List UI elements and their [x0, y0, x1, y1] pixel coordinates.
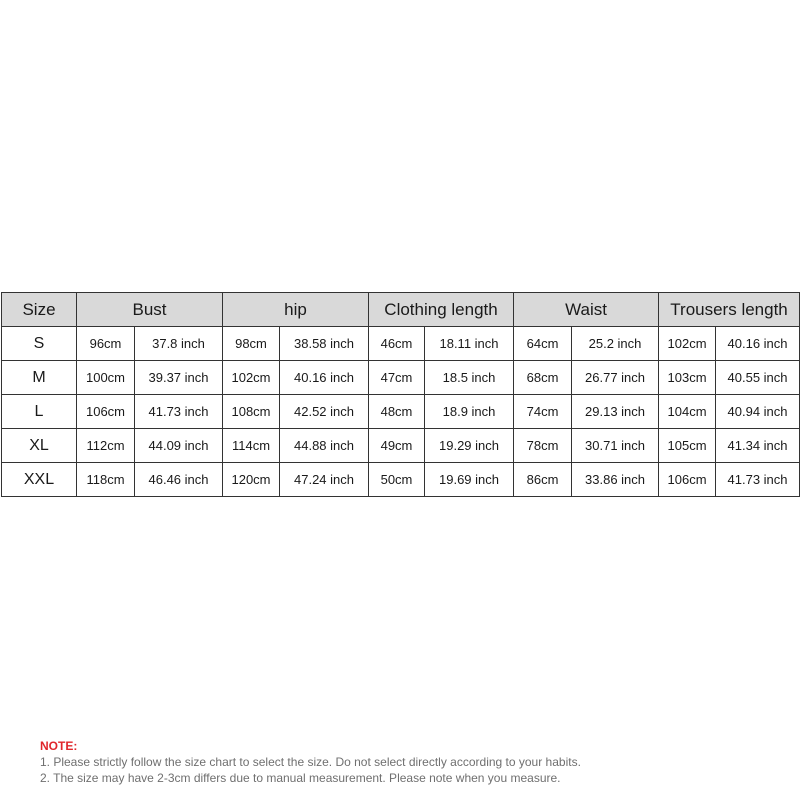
trousers-length-inch-cell: 40.16 inch — [716, 327, 800, 361]
size-cell: S — [2, 327, 77, 361]
table-row — [2, 361, 800, 395]
waist-cm-cell: 74cm — [514, 395, 572, 429]
table-row — [2, 327, 800, 361]
bust-cm-cell: 100cm — [77, 361, 135, 395]
note-line-1: 1. Please strictly follow the size chart to select the size. Do not select directly according to your habits. — [40, 755, 581, 769]
bust-inch-cell: 37.8 inch — [135, 327, 223, 361]
clothing-length-inch-cell: 18.5 inch — [425, 361, 514, 395]
bust-cm-cell: 112cm — [77, 429, 135, 463]
waist-inch-cell: 25.2 inch — [572, 327, 659, 361]
trousers-length-cm-cell: 102cm — [659, 327, 716, 361]
note-line-2: 2. The size may have 2-3cm differs due to manual measurement. Please note when you measure. — [40, 771, 561, 785]
clothing-length-inch-cell: 19.29 inch — [425, 429, 514, 463]
table-body — [2, 327, 800, 497]
hip-cm-cell: 114cm — [223, 429, 280, 463]
bust-inch-cell: 41.73 inch — [135, 395, 223, 429]
waist-cm-cell: 68cm — [514, 361, 572, 395]
hip-cm-cell: 102cm — [223, 361, 280, 395]
trousers-length-inch-cell: 40.55 inch — [716, 361, 800, 395]
table-row — [2, 463, 800, 497]
table-row — [2, 395, 800, 429]
trousers-length-inch-cell: 41.34 inch — [716, 429, 800, 463]
waist-inch-cell: 26.77 inch — [572, 361, 659, 395]
size-cell: M — [2, 361, 77, 395]
size-note — [40, 738, 581, 786]
trousers-length-cm-cell: 103cm — [659, 361, 716, 395]
header-size: Size — [2, 293, 77, 327]
size-cell: XXL — [2, 463, 77, 497]
header-clothing-length: Clothing length — [369, 293, 514, 327]
bust-inch-cell: 39.37 inch — [135, 361, 223, 395]
table-header — [2, 293, 800, 327]
size-cell: XL — [2, 429, 77, 463]
waist-cm-cell: 64cm — [514, 327, 572, 361]
hip-inch-cell: 42.52 inch — [280, 395, 369, 429]
header-row — [2, 293, 800, 327]
clothing-length-cm-cell: 48cm — [369, 395, 425, 429]
clothing-length-inch-cell: 19.69 inch — [425, 463, 514, 497]
header-waist: Waist — [514, 293, 659, 327]
trousers-length-cm-cell: 105cm — [659, 429, 716, 463]
hip-inch-cell: 44.88 inch — [280, 429, 369, 463]
header-hip: hip — [223, 293, 369, 327]
hip-inch-cell: 47.24 inch — [280, 463, 369, 497]
waist-inch-cell: 33.86 inch — [572, 463, 659, 497]
note-title: NOTE: — [40, 739, 78, 753]
hip-cm-cell: 120cm — [223, 463, 280, 497]
clothing-length-inch-cell: 18.11 inch — [425, 327, 514, 361]
waist-inch-cell: 29.13 inch — [572, 395, 659, 429]
bust-cm-cell: 118cm — [77, 463, 135, 497]
trousers-length-inch-cell: 40.94 inch — [716, 395, 800, 429]
size-chart-table — [1, 292, 800, 497]
waist-inch-cell: 30.71 inch — [572, 429, 659, 463]
waist-cm-cell: 78cm — [514, 429, 572, 463]
clothing-length-cm-cell: 47cm — [369, 361, 425, 395]
bust-inch-cell: 46.46 inch — [135, 463, 223, 497]
clothing-length-cm-cell: 49cm — [369, 429, 425, 463]
bust-cm-cell: 106cm — [77, 395, 135, 429]
trousers-length-cm-cell: 104cm — [659, 395, 716, 429]
hip-cm-cell: 108cm — [223, 395, 280, 429]
table-row — [2, 429, 800, 463]
size-cell: L — [2, 395, 77, 429]
trousers-length-inch-cell: 41.73 inch — [716, 463, 800, 497]
bust-cm-cell: 96cm — [77, 327, 135, 361]
clothing-length-inch-cell: 18.9 inch — [425, 395, 514, 429]
clothing-length-cm-cell: 46cm — [369, 327, 425, 361]
clothing-length-cm-cell: 50cm — [369, 463, 425, 497]
hip-inch-cell: 40.16 inch — [280, 361, 369, 395]
hip-cm-cell: 98cm — [223, 327, 280, 361]
waist-cm-cell: 86cm — [514, 463, 572, 497]
trousers-length-cm-cell: 106cm — [659, 463, 716, 497]
header-trousers-length: Trousers length — [659, 293, 800, 327]
bust-inch-cell: 44.09 inch — [135, 429, 223, 463]
header-bust: Bust — [77, 293, 223, 327]
hip-inch-cell: 38.58 inch — [280, 327, 369, 361]
